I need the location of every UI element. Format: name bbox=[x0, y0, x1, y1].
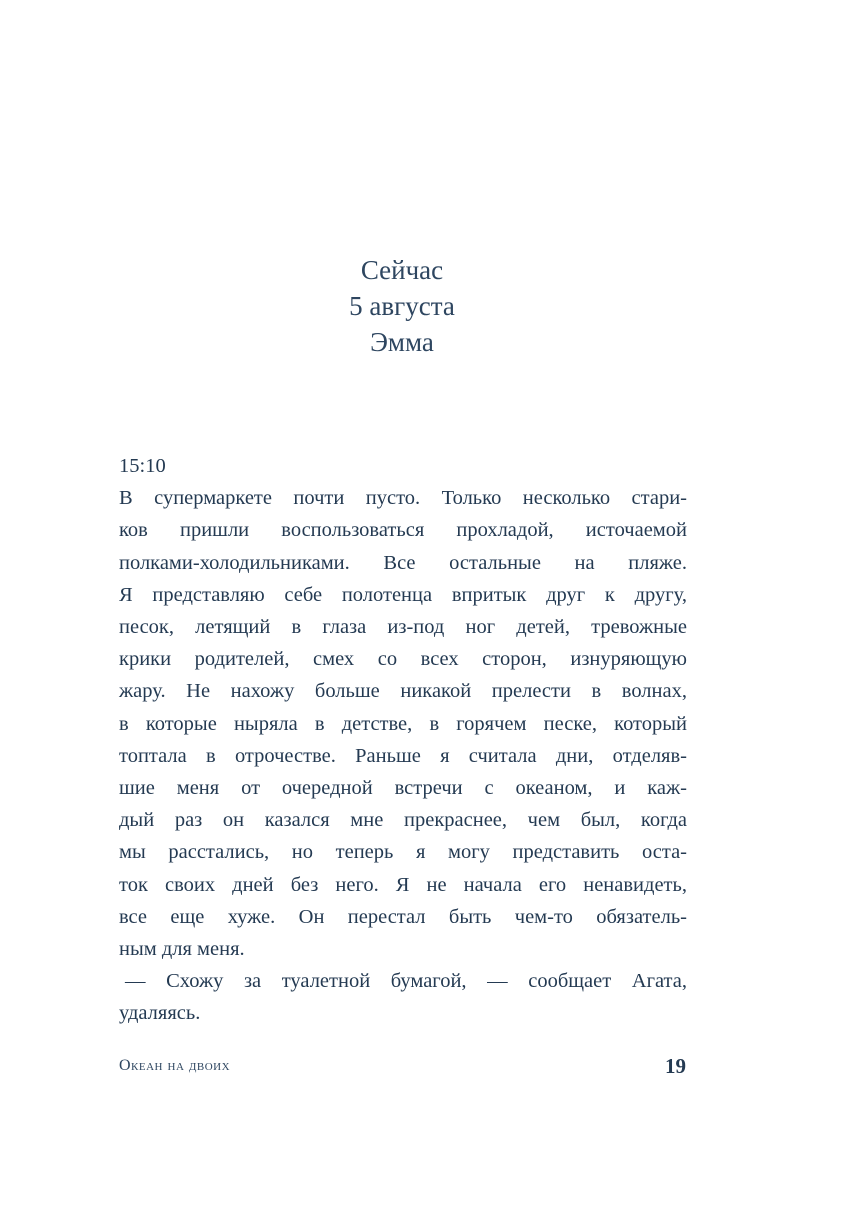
chapter-heading bbox=[0, 252, 804, 360]
page-number: 19 bbox=[665, 1054, 686, 1078]
text-line: песок, летящий в глаза из-под ног детей, тревожные bbox=[119, 616, 687, 639]
heading-time-label: Сейчас bbox=[360, 255, 444, 285]
text-line: крики родителей, смех со всех сторон, изнуряющую bbox=[119, 648, 687, 671]
body-text bbox=[119, 450, 687, 1030]
text-line: ков пришли воспользоваться прохладой, источаемой bbox=[119, 519, 687, 542]
heading-date: 5 августа bbox=[349, 291, 455, 321]
timestamp: 15:10 bbox=[119, 455, 166, 477]
text-line: все еще хуже. Он перестал быть чем-то обязатель- bbox=[119, 905, 687, 928]
text-line: топтала в отрочестве. Раньше я считала дни, отделяв- bbox=[119, 744, 687, 767]
text-line: в которые ныряла в детстве, в горячем песке, который bbox=[119, 712, 687, 735]
text-line: мы расстались, но теперь я могу представить оста- bbox=[119, 841, 687, 864]
text-line: В супермаркете почти пусто. Только несколько стари- bbox=[119, 487, 687, 510]
heading-character: Эмма bbox=[370, 327, 434, 357]
text-line: Я представляю себе полотенца впритык друг к другу, bbox=[119, 583, 687, 606]
text-line: ным для меня. bbox=[119, 938, 245, 961]
text-line: жару. Не нахожу больше никакой прелести в волнах, bbox=[119, 680, 687, 703]
text-line: удаляясь. bbox=[119, 1002, 201, 1025]
text-line: ток своих дней без него. Я не начала его ненавидеть, bbox=[119, 873, 687, 896]
text-line: полками-холодильниками. Все остальные на пляже. bbox=[119, 551, 687, 574]
text-line: шие меня от очередной встречи с океаном, и каж- bbox=[119, 777, 687, 800]
dialogue-line: — Схожу за туалетной бумагой, — сообщает Агата, bbox=[125, 970, 687, 993]
text-line: дый раз он казался мне прекраснее, чем был, когда bbox=[119, 809, 687, 832]
running-footer-title: Океан на двоих bbox=[119, 1057, 231, 1074]
